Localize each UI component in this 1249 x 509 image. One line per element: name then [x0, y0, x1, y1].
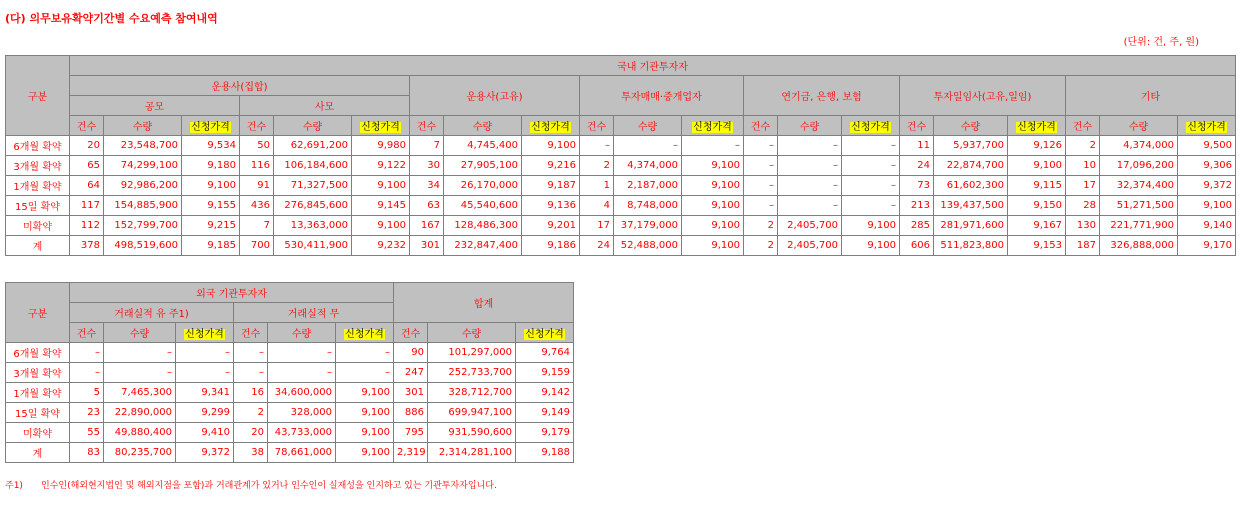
table-cell: 83	[70, 443, 104, 463]
col-header-qty: 수량	[274, 116, 352, 136]
table-cell: 65	[70, 156, 104, 176]
table-cell: 23	[70, 403, 104, 423]
table-cell: 16	[234, 383, 268, 403]
table-cell: 4,745,400	[444, 136, 522, 156]
table-cell: 9,153	[1008, 236, 1066, 256]
table-cell: 2,319	[394, 443, 428, 463]
asset-mgmt-collective-header: 운용사(집합)	[70, 76, 410, 96]
table-cell: 5	[70, 383, 104, 403]
table-cell: 9,100	[682, 176, 744, 196]
table-row	[6, 236, 1236, 256]
table-cell: 28	[1066, 196, 1100, 216]
table-cell: 2,405,700	[778, 216, 842, 236]
table-cell: 27,905,100	[444, 156, 522, 176]
table-cell: 117	[70, 196, 104, 216]
col-header-price-label: 신청가격	[531, 122, 570, 133]
table-cell: 10	[1066, 156, 1100, 176]
table-cell: 247	[394, 363, 428, 383]
table-cell: 9,186	[522, 236, 580, 256]
table-cell: 9,100	[182, 176, 240, 196]
col-header-count: 건수	[900, 116, 934, 136]
table-cell: 8,748,000	[614, 196, 682, 216]
table-cell: 2	[744, 236, 778, 256]
table-cell: 9,185	[182, 236, 240, 256]
table-cell: 9,232	[352, 236, 410, 256]
table-cell: –	[778, 156, 842, 176]
without-record-header: 거래실적 무	[234, 303, 394, 323]
col-header-qty: 수량	[104, 323, 176, 343]
table-cell: 20	[70, 136, 104, 156]
table-cell: 221,771,900	[1100, 216, 1178, 236]
table-cell: 9,372	[1178, 176, 1236, 196]
subheader-row	[6, 116, 1236, 136]
col-header-price	[516, 323, 574, 343]
col-header-count: 건수	[410, 116, 444, 136]
table-cell: 9,306	[1178, 156, 1236, 176]
table-cell: 9,215	[182, 216, 240, 236]
footnote	[5, 478, 565, 494]
table-cell: 606	[900, 236, 934, 256]
table-row	[6, 136, 1236, 156]
pension-header: 연기금, 은행, 보험	[744, 76, 900, 116]
table-row	[6, 423, 574, 443]
table-cell: 23,548,700	[104, 136, 182, 156]
table-cell: 9,145	[352, 196, 410, 216]
table-cell: 9,534	[182, 136, 240, 156]
table-cell: 45,540,600	[444, 196, 522, 216]
table-cell: –	[580, 136, 614, 156]
table-cell: 9,100	[1008, 156, 1066, 176]
table-cell: 7,465,300	[104, 383, 176, 403]
table-cell: 2,314,281,100	[428, 443, 516, 463]
domestic-institution-table	[5, 55, 1236, 256]
subheader-row	[6, 323, 574, 343]
col-header-qty: 수량	[614, 116, 682, 136]
table-cell: 2	[744, 216, 778, 236]
table-cell: 116	[240, 156, 274, 176]
table-cell: 9,100	[352, 216, 410, 236]
col-header-price	[842, 116, 900, 136]
table-cell: 4,374,000	[614, 156, 682, 176]
table-cell: 1	[580, 176, 614, 196]
table-cell: 51,271,500	[1100, 196, 1178, 216]
row-label: 15일 확약	[6, 196, 70, 216]
table-cell: –	[682, 136, 744, 156]
table-cell: –	[336, 343, 394, 363]
table-cell: –	[336, 363, 394, 383]
foreign-institution-table	[5, 282, 574, 463]
table-cell: 9,122	[352, 156, 410, 176]
col-header-price-label: 신청가격	[345, 329, 384, 340]
col-header-qty: 수량	[1100, 116, 1178, 136]
table-cell: –	[614, 136, 682, 156]
table-cell: –	[268, 343, 336, 363]
col-header-qty: 수량	[428, 323, 516, 343]
table-cell: –	[268, 363, 336, 383]
table-cell: 328,712,700	[428, 383, 516, 403]
table-cell: 9,100	[682, 156, 744, 176]
footnote-text: 인수인(해외현지법인 및 해외지점을 포함)과 거래관계가 있거나 인수인이 실재성을 인지하고 있는 기관투자자입니다.	[41, 481, 497, 491]
table-cell: 328,000	[268, 403, 336, 423]
table-cell: –	[70, 343, 104, 363]
table-cell: 154,885,900	[104, 196, 182, 216]
table-cell: –	[778, 136, 842, 156]
row-label: 계	[6, 443, 70, 463]
row-label: 1개월 확약	[6, 383, 70, 403]
table-cell: 49,880,400	[104, 423, 176, 443]
table-cell: 9,159	[516, 363, 574, 383]
table-cell: –	[176, 343, 234, 363]
table-cell: 101,297,000	[428, 343, 516, 363]
table-cell: 9,500	[1178, 136, 1236, 156]
table-cell: 7	[410, 136, 444, 156]
table-cell: 326,888,000	[1100, 236, 1178, 256]
table-cell: 20	[234, 423, 268, 443]
broker-header: 투자매매·중개업자	[580, 76, 744, 116]
table-cell: 78,661,000	[268, 443, 336, 463]
table-cell: 4	[580, 196, 614, 216]
table-cell: 9,100	[842, 236, 900, 256]
col-header-count: 건수	[70, 323, 104, 343]
table-cell: –	[778, 196, 842, 216]
table-row	[6, 156, 1236, 176]
row-label: 6개월 확약	[6, 343, 70, 363]
table-cell: 26,170,000	[444, 176, 522, 196]
table-cell: 9,179	[516, 423, 574, 443]
table-cell: 38	[234, 443, 268, 463]
table-cell: 9,167	[1008, 216, 1066, 236]
category-header: 구분	[6, 56, 70, 136]
table-cell: 32,374,400	[1100, 176, 1178, 196]
table-cell: 71,327,500	[274, 176, 352, 196]
table-cell: 30	[410, 156, 444, 176]
table-cell: –	[842, 176, 900, 196]
col-header-price	[336, 323, 394, 343]
table-cell: 9,180	[182, 156, 240, 176]
table-row	[6, 196, 1236, 216]
other-header: 기타	[1066, 76, 1236, 116]
public-header: 공모	[70, 96, 240, 116]
table-cell: 7	[240, 216, 274, 236]
col-header-qty: 수량	[268, 323, 336, 343]
category-header: 구분	[6, 283, 70, 343]
table-cell: 232,847,400	[444, 236, 522, 256]
table-cell: 9,100	[352, 176, 410, 196]
col-header-count: 건수	[394, 323, 428, 343]
table-cell: 699,947,100	[428, 403, 516, 423]
table-cell: 80,235,700	[104, 443, 176, 463]
table-cell: 139,437,500	[934, 196, 1008, 216]
table-cell: 92,986,200	[104, 176, 182, 196]
col-header-price	[1178, 116, 1236, 136]
table-cell: 9,410	[176, 423, 234, 443]
total-header: 합계	[394, 283, 574, 323]
col-header-price-label: 신청가격	[361, 122, 400, 133]
footnote-label: 주1)	[5, 481, 23, 491]
table-cell: 128,486,300	[444, 216, 522, 236]
table-cell: 73	[900, 176, 934, 196]
table-cell: 9,100	[682, 196, 744, 216]
table-cell: 9,100	[842, 216, 900, 236]
col-header-price-label: 신청가격	[185, 329, 224, 340]
table-cell: 378	[70, 236, 104, 256]
col-header-count: 건수	[580, 116, 614, 136]
table-cell: 5,937,700	[934, 136, 1008, 156]
col-header-qty: 수량	[934, 116, 1008, 136]
table-cell: 34	[410, 176, 444, 196]
table-cell: –	[744, 156, 778, 176]
table-cell: 62,691,200	[274, 136, 352, 156]
table-cell: 530,411,900	[274, 236, 352, 256]
table-cell: 2,187,000	[614, 176, 682, 196]
col-header-price-label: 신청가격	[1187, 122, 1226, 133]
table-cell: 213	[900, 196, 934, 216]
table-cell: 130	[1066, 216, 1100, 236]
table-cell: 17	[1066, 176, 1100, 196]
table-cell: 37,179,000	[614, 216, 682, 236]
page-title: (다) 의무보유확약기간별 수요예측 참여내역	[5, 12, 218, 25]
table-cell: 9,201	[522, 216, 580, 236]
table-cell: –	[778, 176, 842, 196]
row-label: 계	[6, 236, 70, 256]
table-cell: 9,100	[522, 136, 580, 156]
table-row	[6, 216, 1236, 236]
table-cell: 9,149	[516, 403, 574, 423]
col-header-price	[182, 116, 240, 136]
row-label: 3개월 확약	[6, 156, 70, 176]
col-header-price-label: 신청가격	[1017, 122, 1056, 133]
row-label: 15일 확약	[6, 403, 70, 423]
table-cell: 436	[240, 196, 274, 216]
table-cell: –	[744, 196, 778, 216]
with-record-header: 거래실적 유 주1)	[70, 303, 234, 323]
foreign-header: 외국 기관투자자	[70, 283, 394, 303]
table-cell: 511,823,800	[934, 236, 1008, 256]
table-cell: 22,890,000	[104, 403, 176, 423]
col-header-price	[176, 323, 234, 343]
row-label: 6개월 확약	[6, 136, 70, 156]
table-cell: 11	[900, 136, 934, 156]
table-cell: 187	[1066, 236, 1100, 256]
table-cell: 931,590,600	[428, 423, 516, 443]
col-header-price-label: 신청가격	[851, 122, 890, 133]
table-cell: 276,845,600	[274, 196, 352, 216]
table-cell: 74,299,100	[104, 156, 182, 176]
table-cell: 9,188	[516, 443, 574, 463]
col-header-count: 건수	[240, 116, 274, 136]
table-cell: 2	[580, 156, 614, 176]
table-cell: 61,602,300	[934, 176, 1008, 196]
table-cell: 9,100	[682, 236, 744, 256]
table-row	[6, 383, 574, 403]
table-cell: 9,100	[336, 403, 394, 423]
table-cell: 2,405,700	[778, 236, 842, 256]
table-cell: 90	[394, 343, 428, 363]
table-cell: 795	[394, 423, 428, 443]
col-header-count: 건수	[1066, 116, 1100, 136]
table-cell: 9,299	[176, 403, 234, 423]
table-cell: 64	[70, 176, 104, 196]
table-cell: 9,100	[682, 216, 744, 236]
table-cell: 252,733,700	[428, 363, 516, 383]
table-cell: 9,100	[336, 383, 394, 403]
table-cell: –	[234, 343, 268, 363]
table-cell: 167	[410, 216, 444, 236]
col-header-qty: 수량	[104, 116, 182, 136]
table-cell: 91	[240, 176, 274, 196]
col-header-price-label: 신청가격	[525, 329, 564, 340]
table-cell: –	[744, 176, 778, 196]
domestic-header: 국내 기관투자자	[70, 56, 1236, 76]
table-cell: 2	[1066, 136, 1100, 156]
col-header-price-label: 신청가격	[191, 122, 230, 133]
row-label: 미확약	[6, 216, 70, 236]
col-header-price	[682, 116, 744, 136]
table-cell: 24	[580, 236, 614, 256]
table-cell: 886	[394, 403, 428, 423]
table-cell: 4,374,000	[1100, 136, 1178, 156]
table-cell: 50	[240, 136, 274, 156]
table-cell: 9,140	[1178, 216, 1236, 236]
table-cell: 700	[240, 236, 274, 256]
asset-mgmt-own-header: 운용사(고유)	[410, 76, 580, 116]
col-header-price-label: 신청가격	[693, 122, 732, 133]
col-header-price	[522, 116, 580, 136]
table-cell: 9,142	[516, 383, 574, 403]
table-cell: 22,874,700	[934, 156, 1008, 176]
table-cell: 106,184,600	[274, 156, 352, 176]
table-cell: 152,799,700	[104, 216, 182, 236]
table-cell: 55	[70, 423, 104, 443]
table-cell: –	[842, 196, 900, 216]
table-row	[6, 176, 1236, 196]
table-cell: –	[842, 136, 900, 156]
table-row	[6, 403, 574, 423]
table-cell: 9,187	[522, 176, 580, 196]
table-cell: –	[104, 363, 176, 383]
table-cell: 9,155	[182, 196, 240, 216]
table-cell: –	[70, 363, 104, 383]
table-cell: 112	[70, 216, 104, 236]
table-cell: 9,764	[516, 343, 574, 363]
table-cell: 13,363,000	[274, 216, 352, 236]
table-cell: 281,971,600	[934, 216, 1008, 236]
table-cell: 285	[900, 216, 934, 236]
table-cell: 9,216	[522, 156, 580, 176]
table-cell: 52,488,000	[614, 236, 682, 256]
table-cell: 17,096,200	[1100, 156, 1178, 176]
col-header-price	[352, 116, 410, 136]
table-cell: 9,341	[176, 383, 234, 403]
unit-label: (단위: 건, 주, 원)	[1123, 37, 1199, 48]
col-header-qty: 수량	[778, 116, 842, 136]
col-header-count: 건수	[234, 323, 268, 343]
table-cell: 34,600,000	[268, 383, 336, 403]
table-cell: 9,126	[1008, 136, 1066, 156]
table-cell: –	[842, 156, 900, 176]
table-cell: 9,100	[336, 443, 394, 463]
table-cell: –	[234, 363, 268, 383]
table-cell: 9,372	[176, 443, 234, 463]
table-cell: 9,136	[522, 196, 580, 216]
table-row	[6, 363, 574, 383]
table-cell: 498,519,600	[104, 236, 182, 256]
table-cell: 2	[234, 403, 268, 423]
col-header-price	[1008, 116, 1066, 136]
col-header-count: 건수	[70, 116, 104, 136]
table-row	[6, 343, 574, 363]
table-cell: 301	[410, 236, 444, 256]
table-cell: 9,150	[1008, 196, 1066, 216]
table-cell: 9,100	[336, 423, 394, 443]
table-cell: 9,100	[1178, 196, 1236, 216]
table-cell: 9,170	[1178, 236, 1236, 256]
table-cell: –	[744, 136, 778, 156]
table-cell: 24	[900, 156, 934, 176]
advisory-header: 투자일임사(고유,일임)	[900, 76, 1066, 116]
table-cell: 9,980	[352, 136, 410, 156]
table-row	[6, 443, 574, 463]
row-label: 1개월 확약	[6, 176, 70, 196]
table-cell: 17	[580, 216, 614, 236]
table-cell: 9,115	[1008, 176, 1066, 196]
table-cell: –	[104, 343, 176, 363]
table-cell: –	[176, 363, 234, 383]
table-cell: 63	[410, 196, 444, 216]
col-header-count: 건수	[744, 116, 778, 136]
row-label: 3개월 확약	[6, 363, 70, 383]
row-label: 미확약	[6, 423, 70, 443]
table-cell: 43,733,000	[268, 423, 336, 443]
table-cell: 301	[394, 383, 428, 403]
private-header: 사모	[240, 96, 410, 116]
col-header-qty: 수량	[444, 116, 522, 136]
